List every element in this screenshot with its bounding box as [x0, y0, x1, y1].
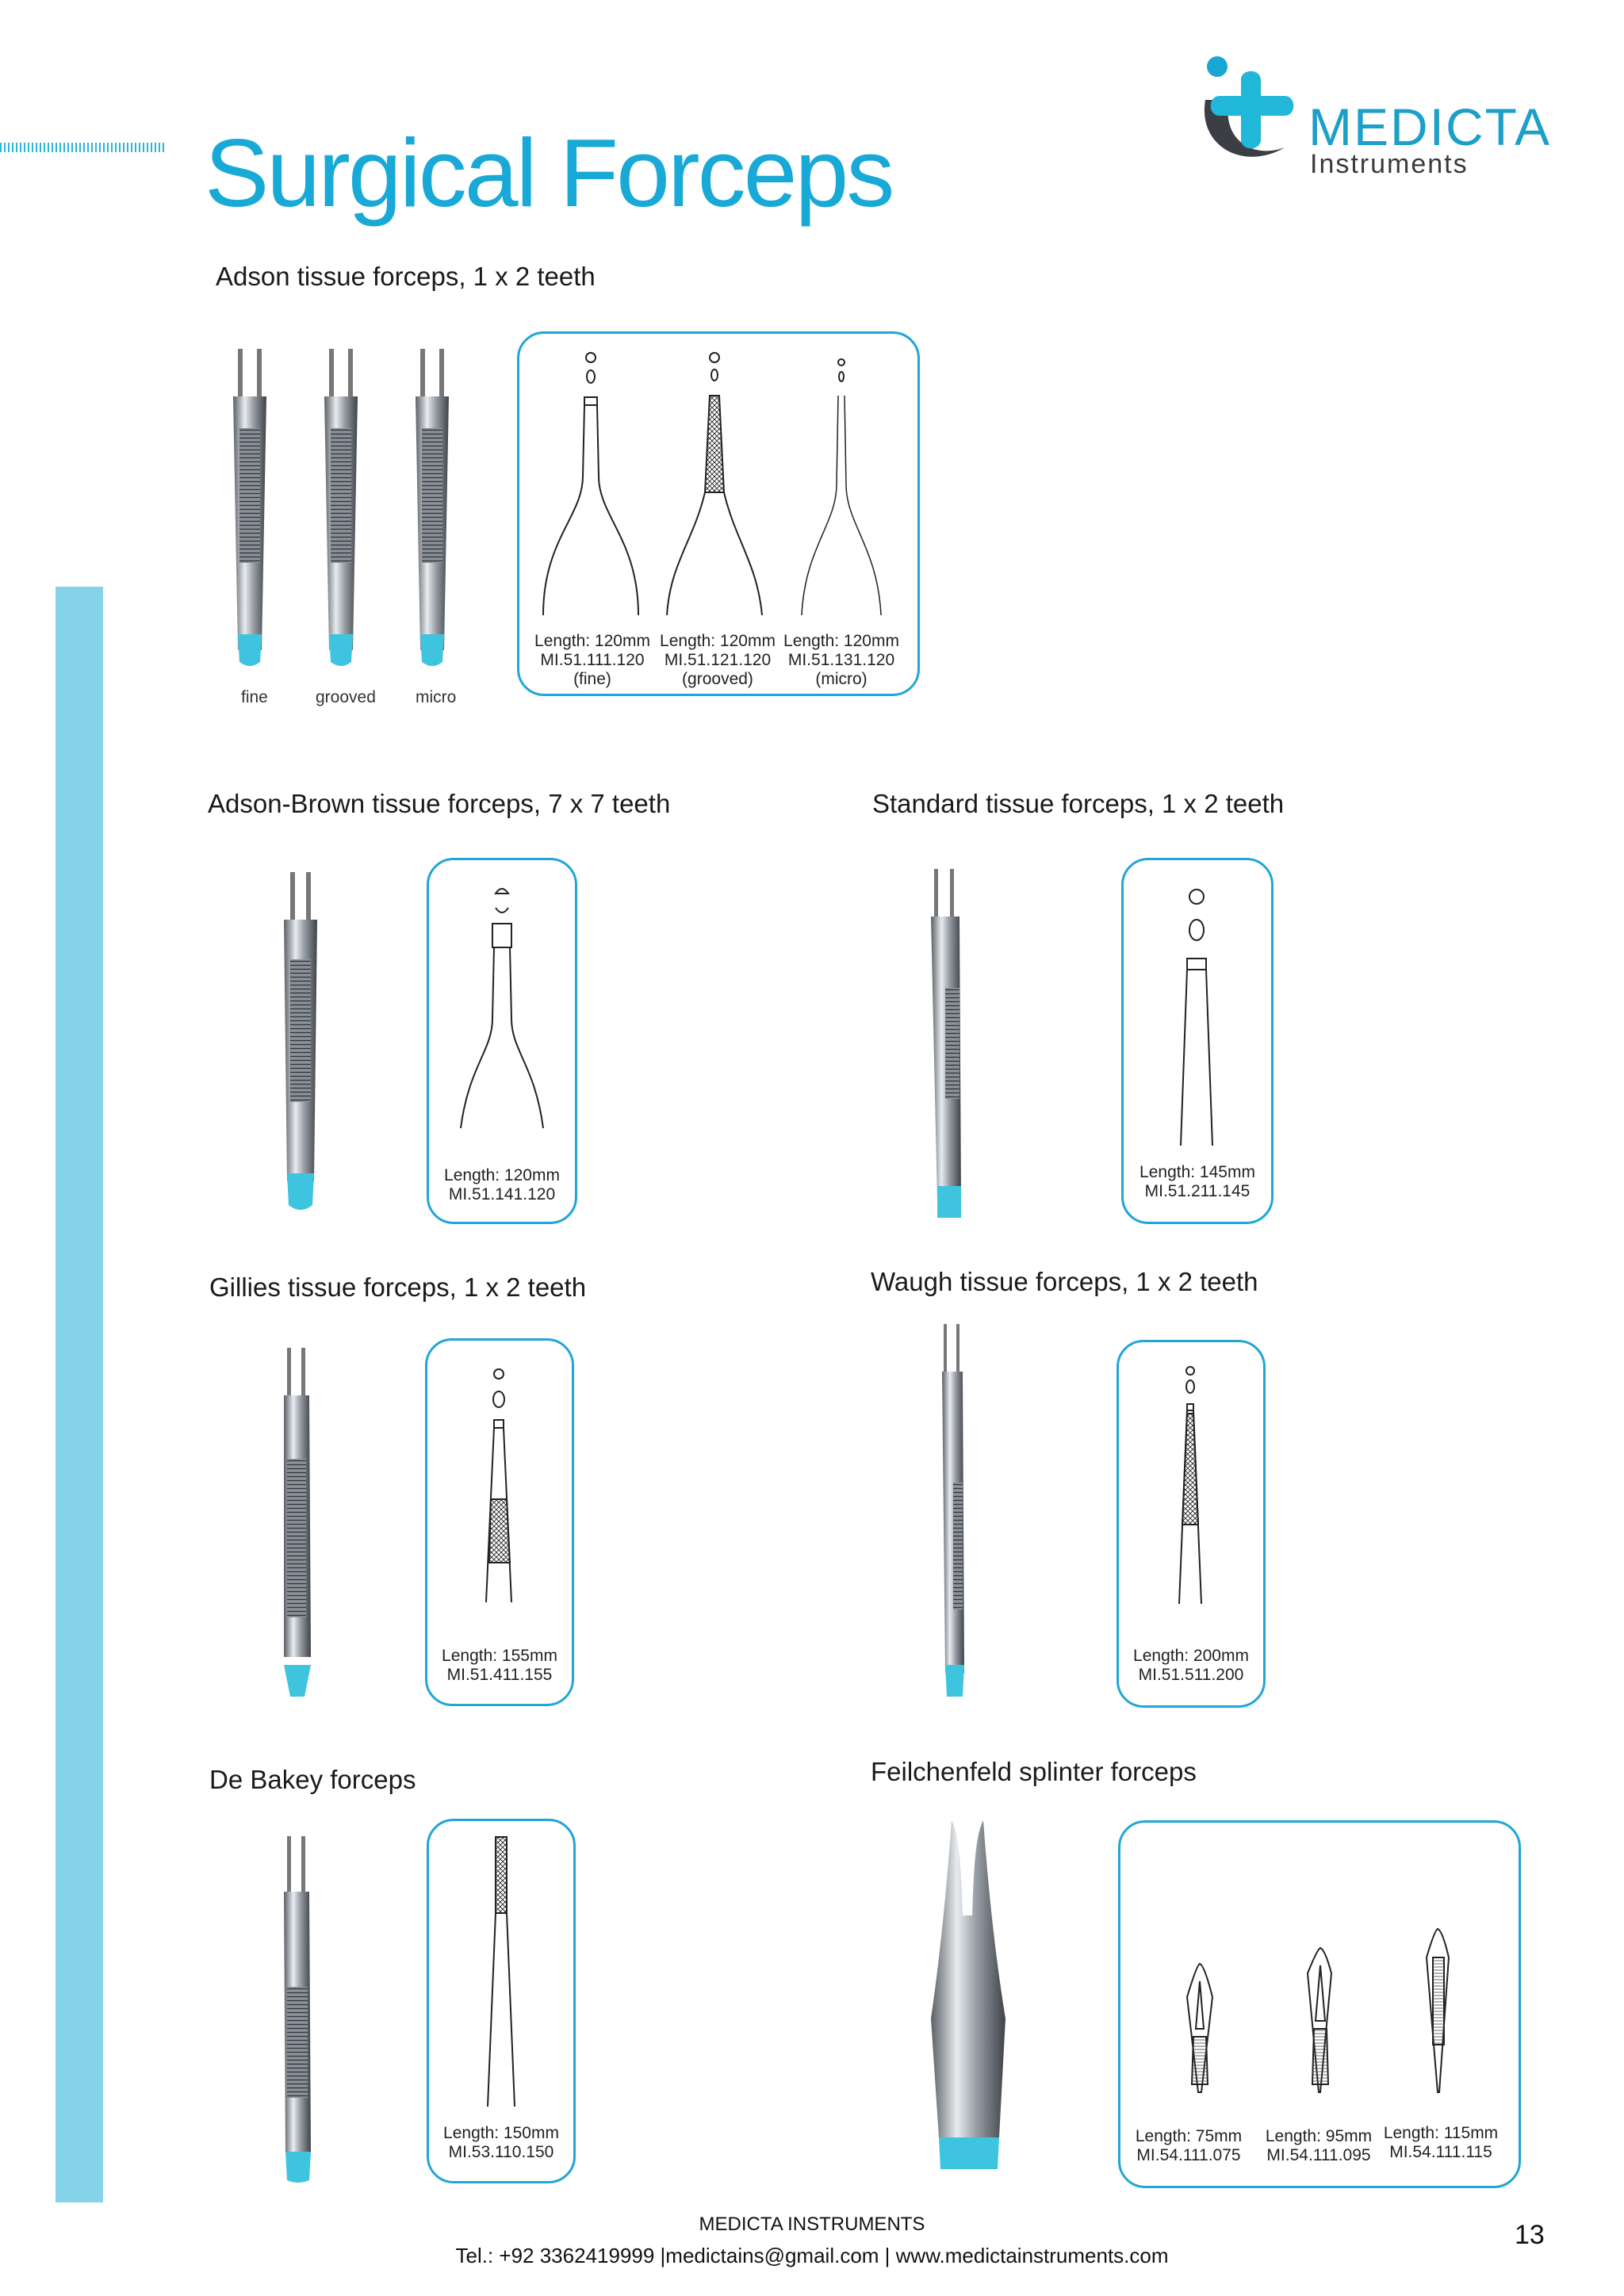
adson-photos [222, 349, 476, 698]
adson-brown-line-drawing [429, 860, 575, 1138]
spec-code: MI.54.111.075 [1136, 2146, 1241, 2164]
spec-code: MI.51.131.120 [787, 651, 895, 669]
adson-spec-fine [529, 632, 656, 689]
spec-length: Length: 150mm [443, 2124, 559, 2142]
standard-photo [926, 869, 974, 1224]
spec-length: Length: 115mm [1383, 2124, 1499, 2142]
brand-name: MEDICTA [1308, 98, 1552, 156]
spec-code: MI.54.111.095 [1266, 2146, 1371, 2164]
footer-company: MEDICTA INSTRUMENTS [699, 2214, 925, 2235]
adson-brown-heading: Adson-Brown tissue forceps, 7 x 7 teeth [208, 789, 671, 818]
header-tick-rule [0, 143, 167, 152]
feilchenfeld-spec-115 [1377, 2124, 1504, 2162]
adson-spec-box [517, 331, 920, 696]
gillies-line-drawing [427, 1341, 572, 1618]
adson-brown-photo [273, 872, 328, 1221]
adson-line-drawing [519, 334, 917, 635]
spec-code: MI.54.111.115 [1389, 2143, 1492, 2161]
page-number: 13 [1515, 2220, 1545, 2250]
feilchenfeld-spec-box [1118, 1820, 1521, 2188]
debakey-heading: De Bakey forceps [209, 1765, 416, 1794]
page-title: Surgical Forceps [205, 119, 893, 227]
spec-code: MI.51.141.120 [448, 1185, 556, 1203]
gillies-photo [278, 1348, 317, 1701]
waugh-line-drawing [1119, 1342, 1263, 1620]
standard-heading: Standard tissue forceps, 1 x 2 teeth [872, 789, 1285, 818]
spec-code: MI.51.211.145 [1144, 1182, 1251, 1200]
standard-spec [1124, 1163, 1271, 1201]
debakey-photo [279, 1836, 319, 2185]
waugh-spec-box [1116, 1340, 1266, 1708]
standard-line-drawing [1124, 860, 1271, 1154]
feilchenfeld-line-drawing [1120, 1823, 1519, 2108]
adson-heading: Adson tissue forceps, 1 x 2 teeth [216, 262, 596, 291]
brand-subtitle: Instruments [1310, 149, 1469, 179]
spec-code: MI.51.411.155 [446, 1666, 553, 1684]
debakey-spec-box [427, 1819, 576, 2183]
photo-label-grooved: grooved [316, 688, 376, 706]
adson-brown-spec-box [427, 858, 577, 1224]
spec-variant: (fine) [573, 670, 611, 688]
spec-length: Length: 145mm [1139, 1163, 1255, 1181]
spec-length: Length: 200mm [1133, 1647, 1249, 1665]
debakey-spec [429, 2124, 573, 2162]
standard-spec-box [1121, 858, 1274, 1224]
spec-length: Length: 120mm [444, 1166, 560, 1184]
spec-code: MI.51.111.120 [540, 651, 645, 669]
spec-variant: (grooved) [682, 670, 753, 688]
photo-label-micro: micro [416, 688, 457, 706]
footer-contact: Tel.: +92 3362419999 |medictains@gmail.com | www.medictainstruments.com [455, 2244, 1169, 2267]
photo-label-fine: fine [241, 688, 268, 706]
brand-logo [1197, 52, 1562, 187]
waugh-heading: Waugh tissue forceps, 1 x 2 teeth [871, 1267, 1258, 1296]
gillies-heading: Gillies tissue forceps, 1 x 2 teeth [209, 1272, 587, 1302]
spec-length: Length: 120mm [660, 632, 776, 650]
gillies-spec [427, 1647, 572, 1685]
feilchenfeld-photo [928, 1820, 1007, 2177]
spec-variant: (micro) [815, 670, 868, 688]
spec-length: Length: 75mm [1135, 2127, 1243, 2145]
spec-length: Length: 120mm [534, 632, 650, 650]
spec-length: Length: 95mm [1265, 2127, 1373, 2145]
sidebar-bar [56, 587, 103, 2202]
feilchenfeld-spec-95 [1255, 2127, 1382, 2165]
adson-forceps-photo [222, 349, 476, 698]
adson-brown-spec [429, 1166, 575, 1204]
medicta-logo-icon [1197, 52, 1316, 179]
spec-length: Length: 120mm [783, 632, 899, 650]
adson-spec-grooved [654, 632, 781, 689]
spec-code: MI.51.121.120 [664, 651, 772, 669]
spec-length: Length: 155mm [442, 1647, 557, 1665]
feilchenfeld-spec-75 [1125, 2127, 1252, 2165]
spec-code: MI.51.511.200 [1138, 1666, 1244, 1684]
waugh-photo [939, 1324, 971, 1705]
spec-code: MI.53.110.150 [448, 2143, 554, 2161]
adson-spec-micro [778, 632, 905, 689]
gillies-spec-box [425, 1338, 574, 1706]
debakey-line-drawing [429, 1821, 573, 2114]
feilchenfeld-heading: Feilchenfeld splinter forceps [871, 1757, 1197, 1786]
waugh-spec [1119, 1647, 1263, 1685]
